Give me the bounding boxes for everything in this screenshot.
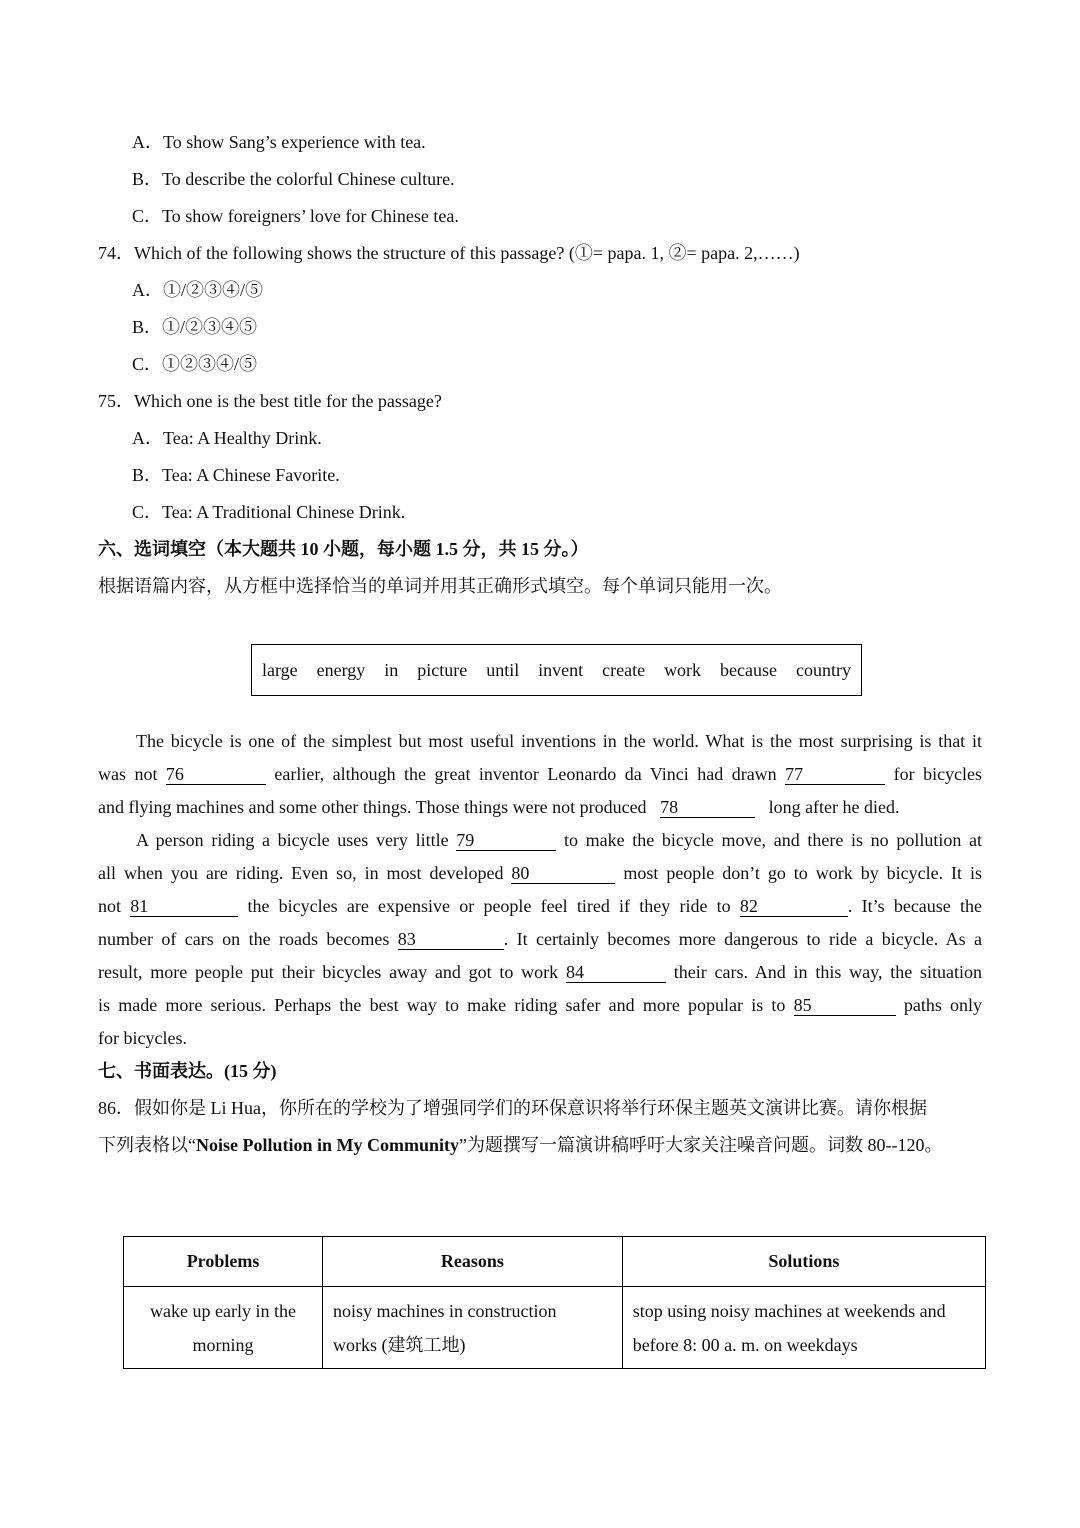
word-bank-word: invent xyxy=(538,659,584,680)
passage-text: their cars. And in this way, the situation xyxy=(673,962,982,982)
section7-heading: 七、书面表达。(15 分) xyxy=(98,1061,277,1081)
passage-line xyxy=(98,791,982,824)
passage-text: all when you are riding. Even so, in most developed xyxy=(98,863,504,883)
cell-text: works (建筑工地) xyxy=(333,1334,466,1355)
word-bank-word: because xyxy=(720,659,777,680)
passage-text: . It’s because the xyxy=(847,896,982,916)
word-bank-box xyxy=(251,644,862,696)
cell-problem xyxy=(124,1287,323,1369)
q73-option-c: C．To show foreigners’ love for Chinese tea. xyxy=(132,206,459,226)
q86-text: 下列表格以“ xyxy=(98,1135,196,1155)
table-header-row xyxy=(124,1237,986,1287)
q74-option-b: B．①/②③④⑤ xyxy=(132,317,258,337)
blank-84[interactable]: 84 xyxy=(566,962,666,983)
passage-line xyxy=(98,923,982,956)
blank-77[interactable]: 77 xyxy=(785,764,885,785)
q86-text: ”为题撰写一篇演讲稿呼吁大家关注噪音问题。词数 80--120。 xyxy=(459,1135,943,1155)
passage-text: the bicycles are expensive or people feel tired if they ride to xyxy=(247,896,731,916)
cell-solution xyxy=(622,1287,985,1369)
passage-line xyxy=(98,758,982,791)
blank-80[interactable]: 80 xyxy=(511,863,615,884)
passage-line xyxy=(98,1022,982,1055)
passage-text: A person riding a bicycle uses very little xyxy=(136,830,449,850)
table-row xyxy=(124,1287,986,1369)
passage-text: not xyxy=(98,896,122,916)
q75-stem: 75．Which one is the best title for the passage? xyxy=(98,391,442,411)
passage-text: to make the bicycle move, and there is no pollution at xyxy=(563,830,982,850)
q75-option-b: B．Tea: A Chinese Favorite. xyxy=(132,465,340,485)
blank-83[interactable]: 83 xyxy=(398,929,504,950)
blank-82[interactable]: 82 xyxy=(740,896,848,917)
passage-text: number of cars on the roads becomes xyxy=(98,929,390,949)
cloze-passage xyxy=(98,725,982,1055)
passage-text: long after he died. xyxy=(768,797,900,817)
passage-text: result, more people put their bicycles away and got to work xyxy=(98,962,559,982)
passage-line xyxy=(98,824,982,857)
passage-text: earlier, although the great inventor Leonardo da Vinci had drawn xyxy=(274,764,777,784)
passage-text: for bicycles. xyxy=(98,1028,187,1048)
word-bank-word: picture xyxy=(417,659,468,680)
passage-text: paths only xyxy=(903,995,983,1015)
blank-79[interactable]: 79 xyxy=(456,830,556,851)
passage-text: is made more serious. Perhaps the best way to make riding safer and more popular is to xyxy=(98,995,786,1015)
q73-option-a: A．To show Sang’s experience with tea. xyxy=(132,132,426,152)
header-problems: Problems xyxy=(124,1237,323,1287)
cell-text: morning xyxy=(192,1334,254,1355)
cell-text: wake up early in the xyxy=(150,1300,296,1321)
q86-title: Noise Pollution in My Community xyxy=(196,1135,460,1155)
word-bank-word: in xyxy=(384,659,399,680)
passage-text: and flying machines and some other things. Those things were not produced xyxy=(98,797,647,817)
word-bank-word: create xyxy=(602,659,646,680)
passage-text: most people don’t go to work by bicycle. It is xyxy=(623,863,983,883)
word-bank-word: until xyxy=(486,659,520,680)
writing-info-table xyxy=(123,1236,986,1369)
blank-85[interactable]: 85 xyxy=(794,995,896,1016)
cell-text: stop using noisy machines at weekends and xyxy=(632,1300,946,1321)
word-bank-word: work xyxy=(664,659,702,680)
q74-option-c: C．①②③④/⑤ xyxy=(132,354,258,374)
cell-text: before 8: 00 a. m. on weekdays xyxy=(632,1334,858,1355)
blank-78[interactable]: 78 xyxy=(660,797,755,818)
passage-line xyxy=(98,725,982,758)
q86-prompt-line1: 86．假如你是 Li Hua，你所在的学校为了增强同学们的环保意识将举行环保主题英文演讲比赛。请你根据 xyxy=(98,1098,927,1118)
passage-line xyxy=(98,956,982,989)
blank-76[interactable]: 76 xyxy=(166,764,266,785)
q74-option-a: A．①/②③④/⑤ xyxy=(132,280,264,300)
q86-prompt-line2 xyxy=(98,1134,943,1156)
q73-option-b: B．To describe the colorful Chinese culture. xyxy=(132,169,455,189)
word-bank-word: energy xyxy=(316,659,366,680)
passage-text: The bicycle is one of the simplest but most useful inventions in the world. What is the most surprising is that it xyxy=(136,731,982,751)
passage-line xyxy=(98,890,982,923)
section6-heading: 六、选词填空（本大题共 10 小题，每小题 1.5 分，共 15 分。） xyxy=(98,539,589,559)
q75-option-a: A．Tea: A Healthy Drink. xyxy=(132,428,322,448)
passage-text: . It certainly becomes more dangerous to ride a bicycle. As a xyxy=(503,929,982,949)
section6-instruction: 根据语篇内容，从方框中选择恰当的单词并用其正确形式填空。每个单词只能用一次。 xyxy=(98,576,782,596)
blank-81[interactable]: 81 xyxy=(130,896,238,917)
cell-text: noisy machines in construction xyxy=(333,1300,557,1321)
q74-stem: 74．Which of the following shows the structure of this passage? (①= papa. 1, ②= papa. 2,……) xyxy=(98,243,800,263)
word-bank-word: country xyxy=(795,659,851,680)
q75-option-c: C．Tea: A Traditional Chinese Drink. xyxy=(132,502,406,522)
header-reasons: Reasons xyxy=(323,1237,623,1287)
passage-text: was not xyxy=(98,764,158,784)
passage-line xyxy=(98,857,982,890)
cell-reason xyxy=(323,1287,623,1369)
passage-text: for bicycles xyxy=(893,764,983,784)
passage-line xyxy=(98,989,982,1022)
header-solutions: Solutions xyxy=(622,1237,985,1287)
word-bank-word: large xyxy=(262,659,298,680)
